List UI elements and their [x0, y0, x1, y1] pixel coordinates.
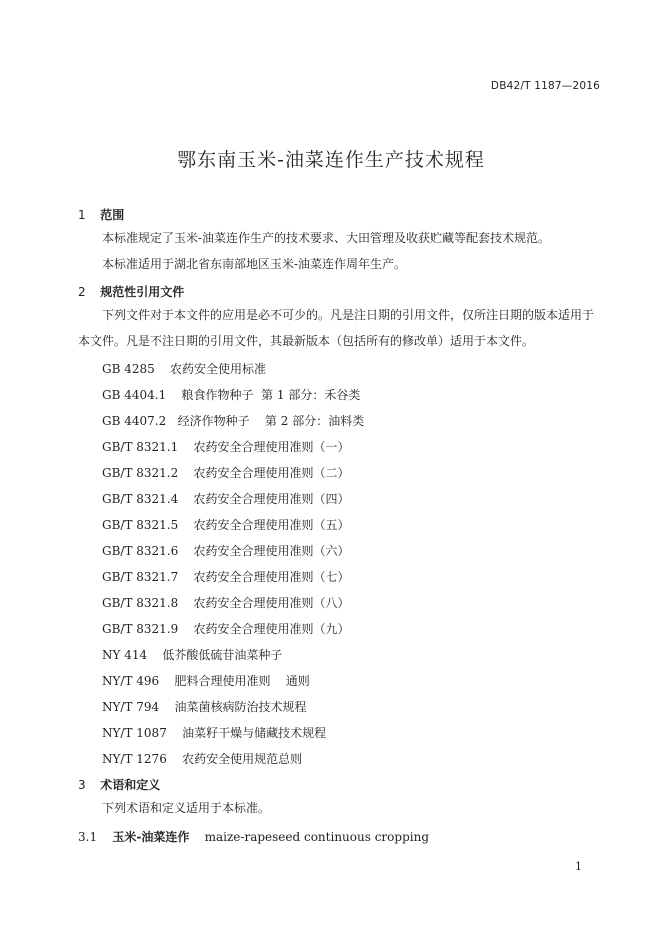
- reference-code: GB/T 8321.9: [102, 622, 179, 636]
- reference-code: GB/T 8321.1: [102, 440, 179, 454]
- reference-item: [102, 516, 350, 533]
- section-heading-terms: [78, 776, 160, 793]
- reference-title: 农药安全使用规范总则: [182, 752, 303, 766]
- reference-item: [102, 360, 266, 377]
- paragraph-text: 下列文件对于本文件的应用是必不可少的。凡是注日期的引用文件，仅所注日期的版本适用于本文件。凡是不注日期的引用文件，其最新版本（包括所有的修改单）适用于本文件。: [78, 308, 595, 348]
- reference-code: NY/T 794: [102, 700, 160, 714]
- reference-title: 农药安全合理使用准则（八）: [193, 596, 350, 610]
- reference-item: [102, 594, 350, 611]
- section-number: 1: [78, 208, 86, 222]
- paragraph-text: 下列术语和定义适用于本标准。: [102, 801, 271, 815]
- reference-title: 低芥酸低硫苷油菜种子: [162, 648, 283, 662]
- reference-item: [102, 724, 326, 741]
- reference-code: NY/T 1276: [102, 752, 167, 766]
- section-title: 术语和定义: [100, 778, 161, 792]
- reference-title: 农药安全合理使用准则（五）: [193, 518, 350, 532]
- reference-title: 农药安全使用标准: [170, 362, 267, 376]
- term-3-1: [78, 828, 429, 845]
- reference-item: [102, 412, 364, 429]
- term-title: 玉米-油菜连作: [112, 830, 190, 844]
- reference-title: 农药安全合理使用准则（一）: [193, 440, 350, 454]
- normative-intro: [78, 302, 600, 354]
- paragraph-text: 本标准规定了玉米-油菜连作生产的技术要求、大田管理及收获贮藏等配套技术规范。: [102, 231, 551, 245]
- reference-title: 农药安全合理使用准则（七）: [193, 570, 350, 584]
- reference-title: 肥料合理使用准则 通则: [174, 674, 310, 688]
- paragraph-text: 本标准适用于湖北省东南部地区玉米-油菜连作周年生产。: [102, 257, 407, 271]
- reference-code: GB/T 8321.2: [102, 466, 179, 480]
- reference-title: 农药安全合理使用准则（九）: [193, 622, 350, 636]
- reference-code: NY/T 496: [102, 674, 160, 688]
- term-english: maize-rapeseed continuous cropping: [204, 830, 429, 844]
- reference-title: 农药安全合理使用准则（六）: [193, 544, 350, 558]
- reference-title: 农药安全合理使用准则（二）: [193, 466, 350, 480]
- reference-item: [102, 490, 350, 507]
- section-heading-scope: [78, 206, 124, 223]
- reference-item: [102, 698, 306, 715]
- reference-item: [102, 750, 302, 767]
- terms-intro: [78, 795, 600, 821]
- standard-code: DB42/T 1187—2016: [490, 80, 600, 92]
- scope-paragraph-2: [78, 251, 600, 277]
- section-title: 规范性引用文件: [100, 285, 185, 299]
- reference-code: GB/T 8321.4: [102, 492, 179, 506]
- reference-code: GB/T 8321.5: [102, 518, 179, 532]
- reference-item: [102, 672, 310, 689]
- reference-code: GB/T 8321.8: [102, 596, 179, 610]
- section-title: 范围: [100, 208, 125, 222]
- reference-title: 油菜菌核病防治技术规程: [174, 700, 307, 714]
- reference-item: [102, 386, 360, 403]
- section-number: 2: [78, 285, 86, 299]
- reference-item: [102, 646, 282, 663]
- reference-item: [102, 568, 350, 585]
- reference-code: GB 4285: [102, 362, 155, 376]
- scope-paragraph-1: [78, 225, 600, 251]
- reference-item: [102, 438, 350, 455]
- term-number: 3.1: [78, 830, 98, 844]
- document-title: 鄂东南玉米-油菜连作生产技术规程: [177, 149, 485, 171]
- reference-code: GB 4407.2: [102, 414, 167, 428]
- reference-item: [102, 620, 350, 637]
- reference-code: NY/T 1087: [102, 726, 167, 740]
- reference-item: [102, 542, 350, 559]
- reference-title: 油菜籽干燥与储藏技术规程: [182, 726, 327, 740]
- page-number: 1: [575, 860, 582, 873]
- reference-code: GB/T 8321.6: [102, 544, 179, 558]
- section-heading-normative: [78, 283, 184, 300]
- reference-code: NY 414: [102, 648, 148, 662]
- section-number: 3: [78, 778, 86, 792]
- reference-item: [102, 464, 350, 481]
- reference-title: 粮食作物种子 第 1 部分：禾谷类: [181, 388, 361, 402]
- reference-title: 经济作物种子 第 2 部分：油料类: [177, 414, 365, 428]
- reference-title: 农药安全合理使用准则（四）: [193, 492, 350, 506]
- reference-code: GB/T 8321.7: [102, 570, 179, 584]
- reference-code: GB 4404.1: [102, 388, 167, 402]
